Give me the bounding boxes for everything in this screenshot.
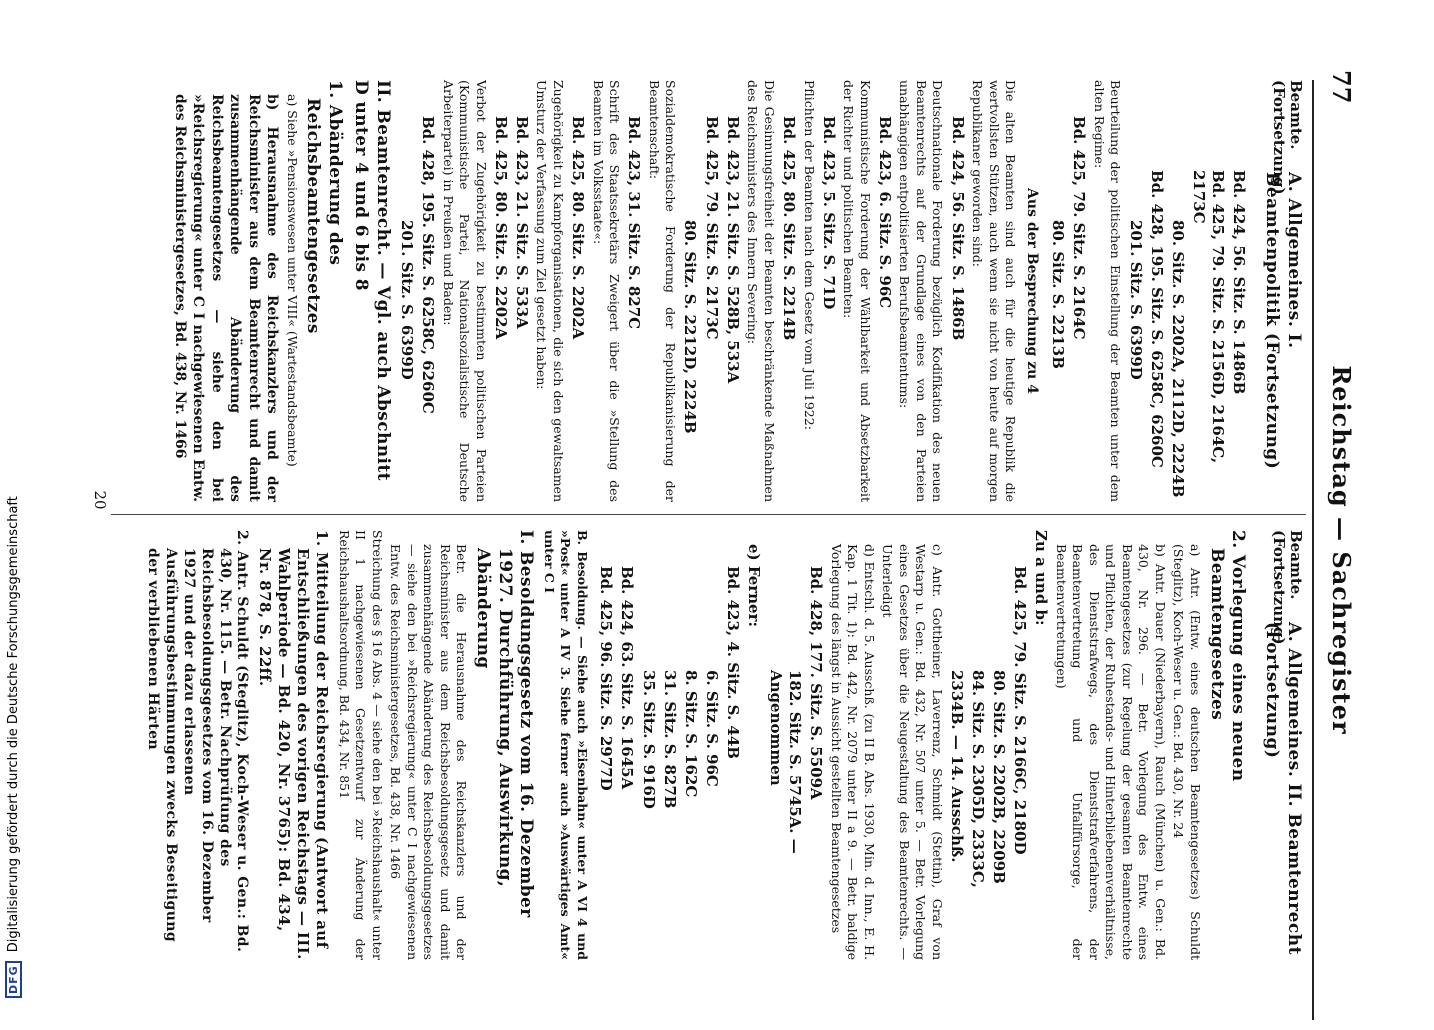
paragraph: Zugehörigkeit zu Kampforganisationen, die sich den gewaltsamen Umsturz der Verfassung zum Ziel gesetzt haben:	[534, 80, 566, 502]
paragraph: Verbot der Zugehörigkeit zu bestimmten politischen Parteien (Kommunistische Partei, Nationalsozialistische Deutsche Arbeiterpartei) in Preußen und Baden:	[440, 80, 489, 502]
ref-line: 31. Sitz. S. 827B	[660, 670, 679, 809]
ref-line: Bd. 424, 63. Sitz. S. 1645A	[618, 566, 637, 790]
paragraph: c) Antr. Gottheiner, Laverrenz, Schmidt (Stettin), Graf von Westarp u. Gen.: Bd. 432, Nr. 507 unter 5. — Betr. Vorlegung eines Gesetzes über die Neugestaltung des Beamtenrechts. — Unterledigt	[880, 544, 945, 960]
page-number-77: 77	[1327, 70, 1356, 104]
paragraph: Schrift des Staatssekretärs Zweigert über die »Stellung des Beamten im Volksstaate«:	[590, 80, 623, 502]
left-column	[168, 80, 1304, 502]
ref-line: Bd. 425, 80. Sitz. S. 2202A	[569, 116, 588, 340]
entry-keyword: Beamte. (Fortsetzung)	[1269, 530, 1305, 645]
subheading: Aus der Besprechung zu 4	[1024, 188, 1040, 394]
ref-line: 80. Sitz. S. 2202A, 2112D, 2224B	[1168, 220, 1187, 498]
ref-line: 8. Sitz. S. 162C	[681, 670, 700, 798]
running-head	[1316, 70, 1356, 1030]
paragraph: Die alten Beamten sind auch für die heutige Republik die wertvollsten Stützen, auch wenn sie nicht von heute auf morgen Republikaner geworden sind:	[970, 80, 1019, 502]
ref-line: Bd. 425, 79. Sitz. S. 2173C	[702, 116, 721, 340]
ref-line: Bd. 423, 21. Sitz. S. 528B, 533A	[723, 116, 742, 384]
right-entry-header	[1261, 530, 1305, 960]
ref-line: Bd. 425, 96. Sitz. S. 2977D	[597, 566, 616, 791]
ref-line: Bd. 423, 6. Sitz. S. 96C	[875, 116, 894, 309]
paragraph: Die Gesinnungsfreiheit der Beamten beschränkende Maßnahmen des Reichsministers des Innern Severing:	[745, 80, 777, 502]
paragraph: b) Antr. Dauer (Niederbayern), Rauch (München) u. Gen.: Bd. 430, Nr. 296. — Betr. Vorlegung des Entw. eines Beamtengesetzes (zur Regelung der gesamten Beamtenrechte und Pflichten, der Ruhestands- und Hinterbliebenenverhältnisse, des Dienststrafwegs, des Dienststrafverfahrens, der Beamtenvertretung und Unfallfürsorge, der Beamtenvertretungen)	[1054, 544, 1168, 960]
paragraph: d) Entschl. d. 5. Ausschß. (zu II B. Abs. 1930, Min. d. Inn., E. H. Kap. 1 Tit. 1): Bd. 442, Nr. 2079 unter II a 9. — Betr. baldige Vorlegung des längst in Aussicht gestellten Beamtengesetzes	[828, 544, 877, 960]
section-heading-II: II. Beamtenrecht. — Vgl. auch Abschnitt D unter 4 und 6 bis 8	[350, 80, 393, 481]
dfg-logo-icon: DFG	[5, 961, 22, 998]
subheading: Zu a und b:	[1032, 530, 1051, 626]
ref-line: Bd. 424, 56. Sitz. S. 1486B	[948, 116, 967, 341]
ref-line: Bd. 428, 195. Sitz. S. 6258C, 6260C	[1147, 170, 1166, 468]
paragraph: Deutschnationale Forderung bezüglich Kodifikation des neuen Beamtenrechts auf der Grundlage eines von den Parteien unabhängigen entpolitisierten Berufsbeamtentums:	[897, 80, 946, 502]
ref-line: 182. Sitz. S. 5745A. — Angenommen	[766, 670, 804, 854]
right-column	[141, 530, 1304, 960]
register-title: Reichstag — Sachregister	[1327, 365, 1356, 735]
ref-line: Bd. 423, 4. Sitz. S. 44B	[724, 566, 743, 759]
ref-line: 35. Sitz. S. 916D	[639, 670, 658, 809]
ref-line: 201. Sitz. S. 6399D	[397, 220, 416, 380]
subsection-heading-1: 1. Abänderung des Reichsbeamtengesetzes	[303, 80, 346, 334]
paragraph: Sozialdemokratische Forderung der Republikanisierung der Beamtenschaft:	[646, 80, 679, 502]
ref-line: 80. Sitz. S. 2213B	[1049, 220, 1068, 369]
entry-section-heading: A. Allgemeines. II. Beamtenrecht (Fortsetzung)	[1262, 622, 1304, 955]
ref-line: 80. Sitz. S. 2212D, 2224B	[681, 220, 700, 434]
paragraph: a) Antr. (Entw. eines deutschen Beamtengesetzes) Schuldt (Steglitz), Koch-Weser u. Gen.: Bd. 430, Nr. 24	[1171, 544, 1203, 960]
ref-line: Bd. 423, 21. Sitz. S. 533A	[512, 116, 531, 329]
ref-line: 80. Sitz. S. 2202B, 2209B	[990, 670, 1009, 884]
subsection-heading-2: 2. Vorlegung eines neuen Beamtengesetzes	[1206, 530, 1249, 782]
paragraph: Beurteilung der politischen Einstellung der Beamten unter dem alten Regime:	[1091, 80, 1124, 502]
ref-line: Bd. 425, 79. Sitz. S. 2156D, 2164C, 2173C	[1190, 170, 1228, 464]
item-heading-1: 1. Mitteilung der Reichsregierung (Antwort auf Entschließungen des vorigen Reichstags — III. Wahlperiode — Bd. 420, Nr. 3765): Bd. 434, Nr. 878, S. 22ff.	[255, 530, 332, 960]
paragraph: a) Siehe »Pensionswesen unter VIII« (Wartestandsbeamte)	[284, 94, 300, 467]
ref-line: 2334B. — 14. Ausschß.	[947, 670, 966, 863]
subheading: e) Ferner:	[745, 544, 764, 628]
paragraph: Betr. die Herausnahme des Reichskanzlers und der Reichsminister aus dem Reichsbesoldungsgesetz und damit zusammenhängende Abänderung des Reichsbesoldungsgesetzes — siehe den bei »Reichsregierung« unter C I nachgewiesenen Entw. des Reichsministergesetzes, Bd. 438, Nr. 1466	[388, 544, 470, 960]
ref-line: Bd. 425, 79. Sitz. S. 2164C	[1070, 116, 1089, 340]
paragraph: b) Herausnahme des Reichskanzlers und der Reichsminister aus dem Beamtenrecht und damit zusammenhängende Abänderung des Reichsbeamtengesetzes — siehe den bei »Reichsregierung« unter C I nachgewiesenen Entw. des Reichsministergesetzes, Bd. 438, Nr. 1466	[171, 94, 281, 502]
dfg-credit	[2, 0, 22, 998]
paragraph: Streichung des § 16 Abs. 4 — siehe den bei »Reichshaushalt« unter II 1 nachgewiesenen Gesetzentwurf zur Änderung der Reichshaushaltsordnung, Bd. 434, Nr. 851	[336, 530, 385, 960]
entry-keyword: Beamte. (Fortsetzung)	[1269, 80, 1305, 195]
entry-section-heading: A. Allgemeines. I. Beamtenpolitik (Fortsetzung)	[1262, 172, 1304, 470]
item-heading-2: 2. Antr. Schuldt (Steglitz), Koch-Weser u. Gen.: Bd. 430, Nr. 115. — Betr. Nachprüfung des Reichsbesoldungsgesetzes vom 16. Dezember 1927 und der dazu erlassenen Ausführungsbestimmungen zwecks Beseitigung der verbliebenen Härten	[144, 530, 251, 953]
ref-line: Bd. 428, 177. Sitz. S. 5509A	[807, 566, 826, 800]
ref-line: Bd. 425, 79. Sitz. S. 2166C, 2180D	[1011, 566, 1030, 855]
ref-line: Bd. 423, 5. Sitz. S. 71D	[819, 116, 838, 310]
paragraph: Kommunistische Forderung der Wählbarkeit und Absetzbarkeit der Richter und politischen Beamten:	[841, 80, 873, 502]
ref-line: Bd. 423, 31. Sitz. S. 827C	[625, 116, 644, 330]
paragraph: Pflichten der Beamten nach dem Gesetz vom Juli 1922:	[801, 80, 817, 430]
ref-line: Bd. 425, 80. Sitz. S. 2202A	[491, 116, 510, 340]
ref-line: Bd. 425, 80. Sitz. S. 2214B	[780, 116, 799, 341]
ref-line: 6. Sitz. S. 96C	[703, 670, 722, 787]
ref-line: 201. Sitz. S. 6399D	[1126, 220, 1145, 380]
header-rule	[1312, 80, 1314, 1020]
subsection-heading-I: I. Besoldungsgesetz vom 16. Dezember 1927. Durchführung, Auswirkung, Abänderung	[473, 530, 537, 918]
column-divider	[111, 514, 1306, 515]
section-heading-B: B. Besoldung. — Siehe auch »Eisenbahn« unter A VI 4 und »Post« unter A IV 3. Siehe ferner auch »Auswärtiges Amt« unter C I	[542, 530, 590, 960]
ref-line: Bd. 428, 195. Sitz. S. 6258C, 6260C	[419, 116, 438, 414]
left-entry-header	[1261, 80, 1305, 502]
dfg-credit-text: Digitalisierung gefördert durch die Deutsche Forschungsgemeinschaft	[6, 496, 21, 953]
ref-line: 84. Sitz. S. 2305D, 2333C,	[968, 670, 987, 888]
footer-page-number: 20	[91, 490, 109, 510]
ref-line: Bd. 424, 56. Sitz. S. 1486B	[1230, 170, 1249, 395]
